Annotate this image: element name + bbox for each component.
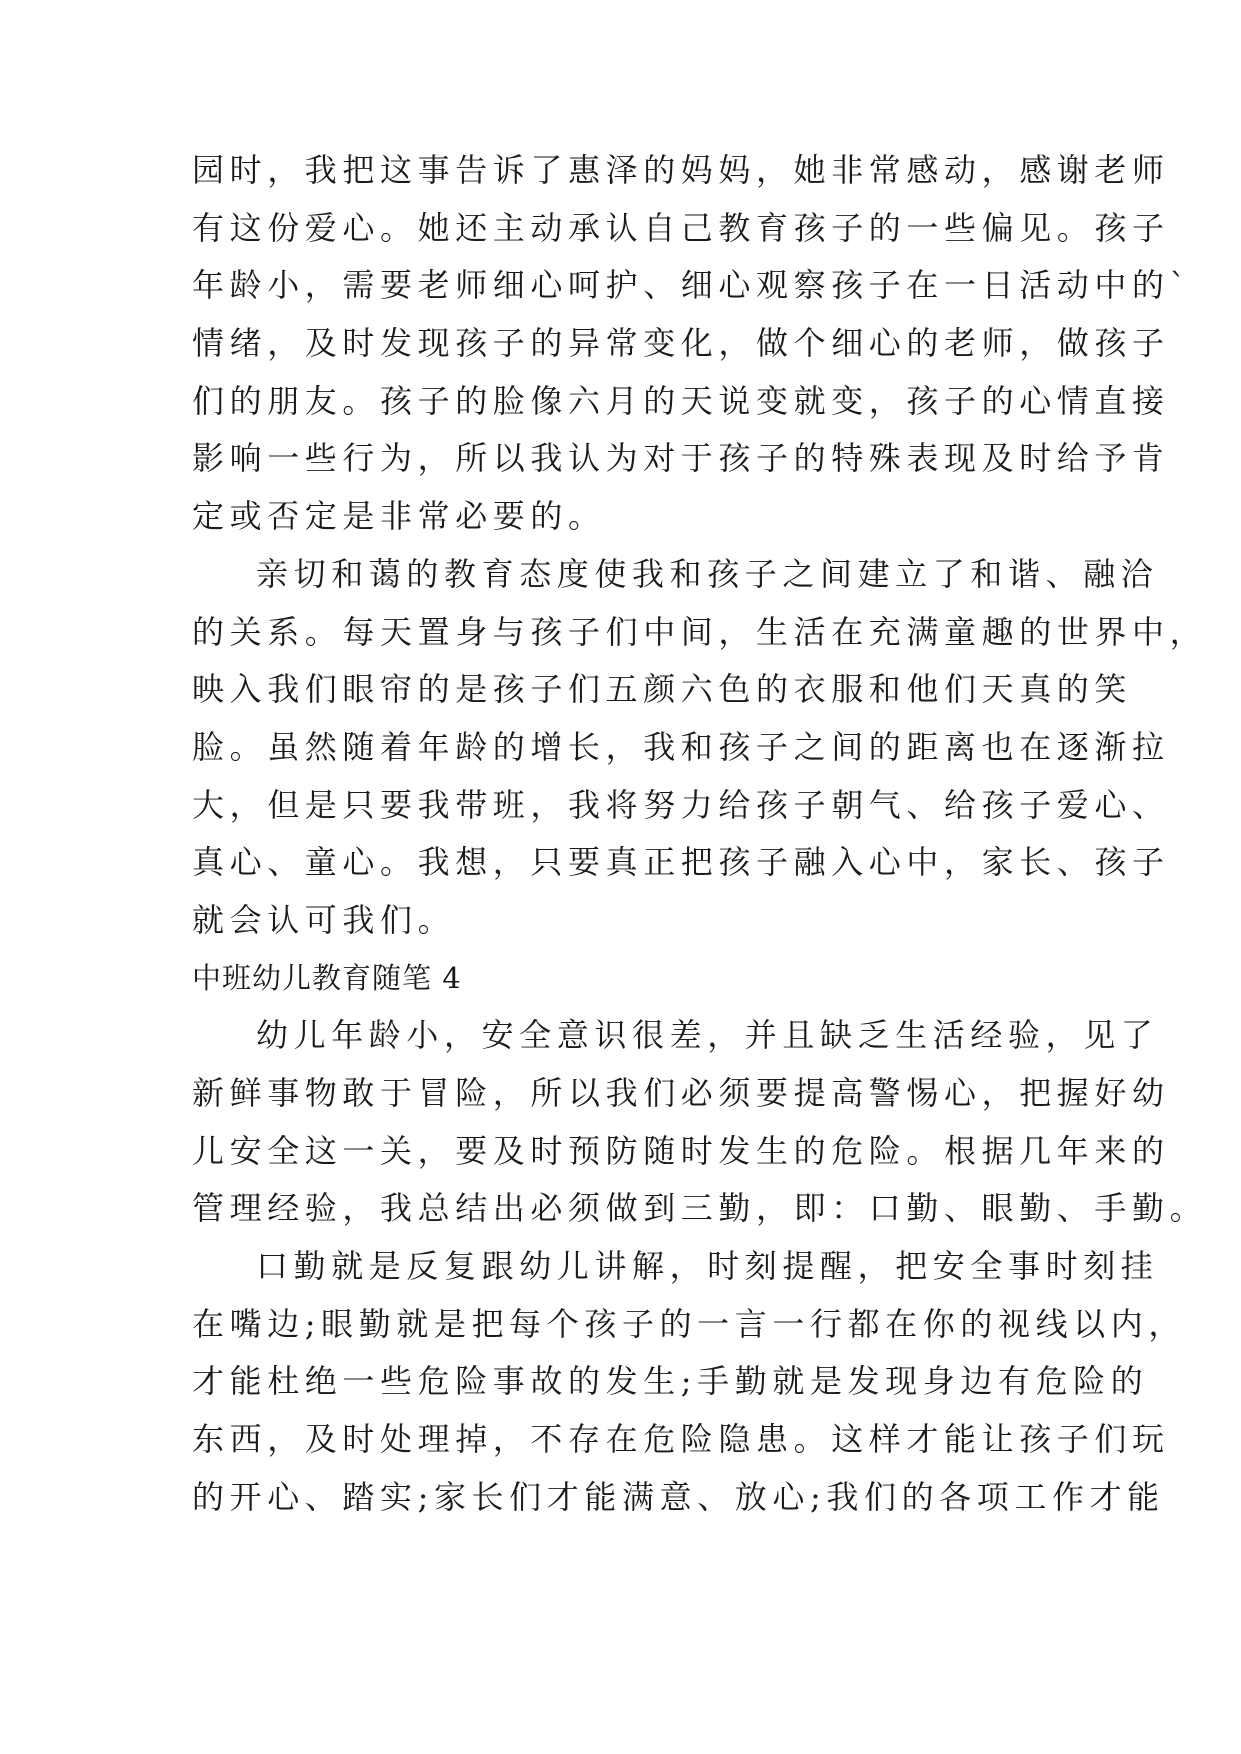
paragraph-line: 的开心、踏实;家长们才能满意、放心;我们的各项工作才能: [192, 1477, 1165, 1516]
paragraph-line: 口勤就是反复跟幼儿讲解，时刻提醒，把安全事时刻挂: [256, 1247, 1159, 1286]
document-body: [192, 142, 1208, 1527]
paragraph-line: 儿安全这一关，要及时预防随时发生的危险。根据几年来的: [192, 1131, 1170, 1170]
paragraph-line: 园时，我把这事告诉了惠泽的妈妈，她非常感动，感谢老师: [192, 151, 1170, 189]
paragraph-4: [192, 1238, 1186, 1526]
paragraph-line: 就会认可我们。: [192, 900, 456, 939]
paragraph-line: 大，但是只要我带班，我将努力给孩子朝气、给孩子爱心、: [192, 785, 1170, 824]
paragraph-3: [192, 1007, 1208, 1238]
paragraph-line: 在嘴边;眼勤就是把每个孩子的一言一行都在你的视线以内，: [192, 1304, 1186, 1343]
section-heading: 中班幼儿教育随笔 4: [192, 960, 462, 995]
paragraph-line: 们的朋友。孩子的脸像六月的天说变就变，孩子的心情直接: [192, 381, 1170, 420]
paragraph-line: 有这份爱心。她还主动承认自己教育孩子的一些偏见。孩子: [192, 208, 1170, 247]
paragraph-line: 年龄小，需要老师细心呵护、细心观察孩子在一日活动中的`: [192, 266, 1192, 305]
paragraph-line: 定或否定是非常必要的。: [192, 497, 606, 536]
paragraph-line: 真心、童心。我想，只要真正把孩子融入心中，家长、孩子: [192, 843, 1170, 882]
paragraph-line: 东西，及时处理掉，不存在危险隐患。这样才能让孩子们玩: [192, 1420, 1170, 1459]
paragraph-line: 亲切和蔼的教育态度使我和孩子之间建立了和谐、融洽: [256, 554, 1159, 593]
paragraph-line: 的关系。每天置身与孩子们中间，生活在充满童趣的世界中，: [192, 612, 1208, 651]
paragraph-line: 管理经验，我总结出必须做到三勤，即：口勤、眼勤、手勤。: [192, 1189, 1208, 1228]
paragraph-line: 脸。虽然随着年龄的增长，我和孩子之间的距离也在逐渐拉: [192, 727, 1170, 766]
paragraph-line: 映入我们眼帘的是孩子们五颜六色的衣服和他们天真的笑: [192, 670, 1133, 709]
paragraph-line: 才能杜绝一些危险事故的发生;手勤就是发现身边有危险的: [192, 1362, 1149, 1401]
paragraph-1: [192, 142, 1192, 546]
paragraph-line: 情绪，及时发现孩子的异常变化，做个细心的老师，做孩子: [192, 324, 1170, 363]
paragraph-2: [192, 546, 1208, 950]
paragraph-line: 影响一些行为，所以我认为对于孩子的特殊表现及时给予肯: [192, 439, 1170, 478]
paragraph-line: 新鲜事物敢于冒险，所以我们必须要提高警惕心，把握好幼: [192, 1074, 1170, 1112]
paragraph-line: 幼儿年龄小，安全意识很差，并且缺乏生活经验，见了: [256, 1016, 1159, 1055]
